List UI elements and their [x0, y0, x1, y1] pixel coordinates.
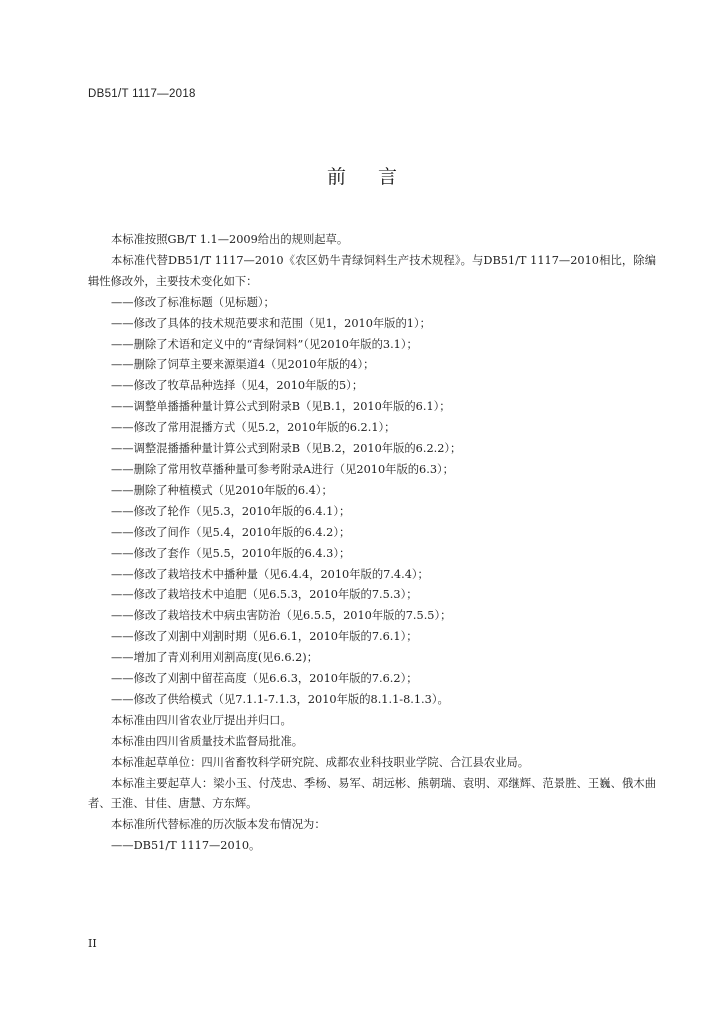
change-item: ——修改了标准标题（见标题）； [111, 295, 275, 309]
closing-paragraph: 本标准由四川省质量技术监督局批准。 [111, 734, 304, 748]
change-item: ——删除了常用牧草播种量可参考附录A进行（见2010年版的6.3）； [111, 462, 454, 476]
change-item: ——修改了刈割中留茬高度（见6.6.3，2010年版的7.6.2）； [111, 672, 418, 686]
change-item: ——调整单播播种量计算公式到附录B（见B.1，2010年版的6.1）； [111, 400, 451, 414]
change-item: ——修改了轮作（见5.3，2010年版的6.4.1）； [111, 504, 351, 518]
change-item: ——修改了供给模式（见7.1.1-7.1.3，2010年版的8.1.1-8.1.3）。 [111, 692, 449, 706]
intro-paragraph: 本标准按照GB/T 1.1—2009给出的规则起草。 [111, 233, 349, 246]
closing-paragraph: 本标准主要起草人：梁小玉、付茂忠、季杨、易军、胡远彬、熊朝瑞、袁明、邓继辉、范景胜、王巍、俄木曲者、王淮、甘佳、唐慧、方东辉。 [88, 776, 656, 811]
change-item: ——删除了术语和定义中的“青绿饲料”（见2010年版的3.1）； [111, 337, 418, 351]
change-item: ——修改了刈割中刈割时期（见6.6.1，2010年版的7.6.1）； [111, 630, 418, 644]
change-item: ——修改了间作（见5.4，2010年版的6.4.2）； [111, 525, 351, 539]
history-item: ——DB51/T 1117—2010。 [111, 839, 261, 853]
closing-paragraph: 本标准由四川省农业厅提出并归口。 [111, 713, 292, 727]
change-item: ——修改了牧草品种选择（见4，2010年版的5）； [111, 379, 364, 393]
foreword-body [88, 230, 656, 857]
change-item: ——修改了栽培技术中追肥（见6.5.3，2010年版的7.5.3）； [111, 588, 418, 602]
closing-paragraph: 本标准起草单位：四川省畜牧科学研究院、成都农业科技职业学院、合江县农业局。 [111, 755, 529, 769]
intro-paragraph: 本标准代替DB51/T 1117—2010《农区奶牛青绿饲料生产技术规程》。与DB51/T 1117—2010相比，除编辑性修改外，主要技术变化如下： [88, 253, 656, 288]
change-item: ——修改了栽培技术中病虫害防治（见6.5.5，2010年版的7.5.5）； [111, 609, 452, 623]
title-char-1: 前 [326, 166, 346, 188]
change-item: ——修改了套作（见5.5，2010年版的6.4.3）； [111, 546, 351, 560]
closing-paragraph: 本标准所代替标准的历次版本发布情况为： [111, 818, 326, 832]
change-item: ——修改了栽培技术中播种量（见6.4.4，2010年版的7.4.4）； [111, 567, 429, 581]
standard-code: DB51/T 1117—2018 [88, 88, 196, 100]
change-item: ——删除了饲草主要来源渠道4（见2010年版的4）； [111, 358, 375, 372]
change-item: ——删除了种植模式（见2010年版的6.4）； [111, 483, 333, 497]
change-item: ——修改了具体的技术规范要求和范围（见1，2010年版的1）； [111, 316, 431, 330]
change-item: ——修改了常用混播方式（见5.2，2010年版的6.2.1）； [111, 421, 396, 435]
change-item: ——调整混播播种量计算公式到附录B（见B.2，2010年版的6.2.2）； [111, 442, 462, 456]
change-item: ——增加了青刈利用刈割高度(见6.6.2)； [111, 651, 319, 665]
page-number: II [88, 937, 97, 950]
page-title [0, 162, 724, 189]
title-char-2: 言 [378, 166, 398, 188]
